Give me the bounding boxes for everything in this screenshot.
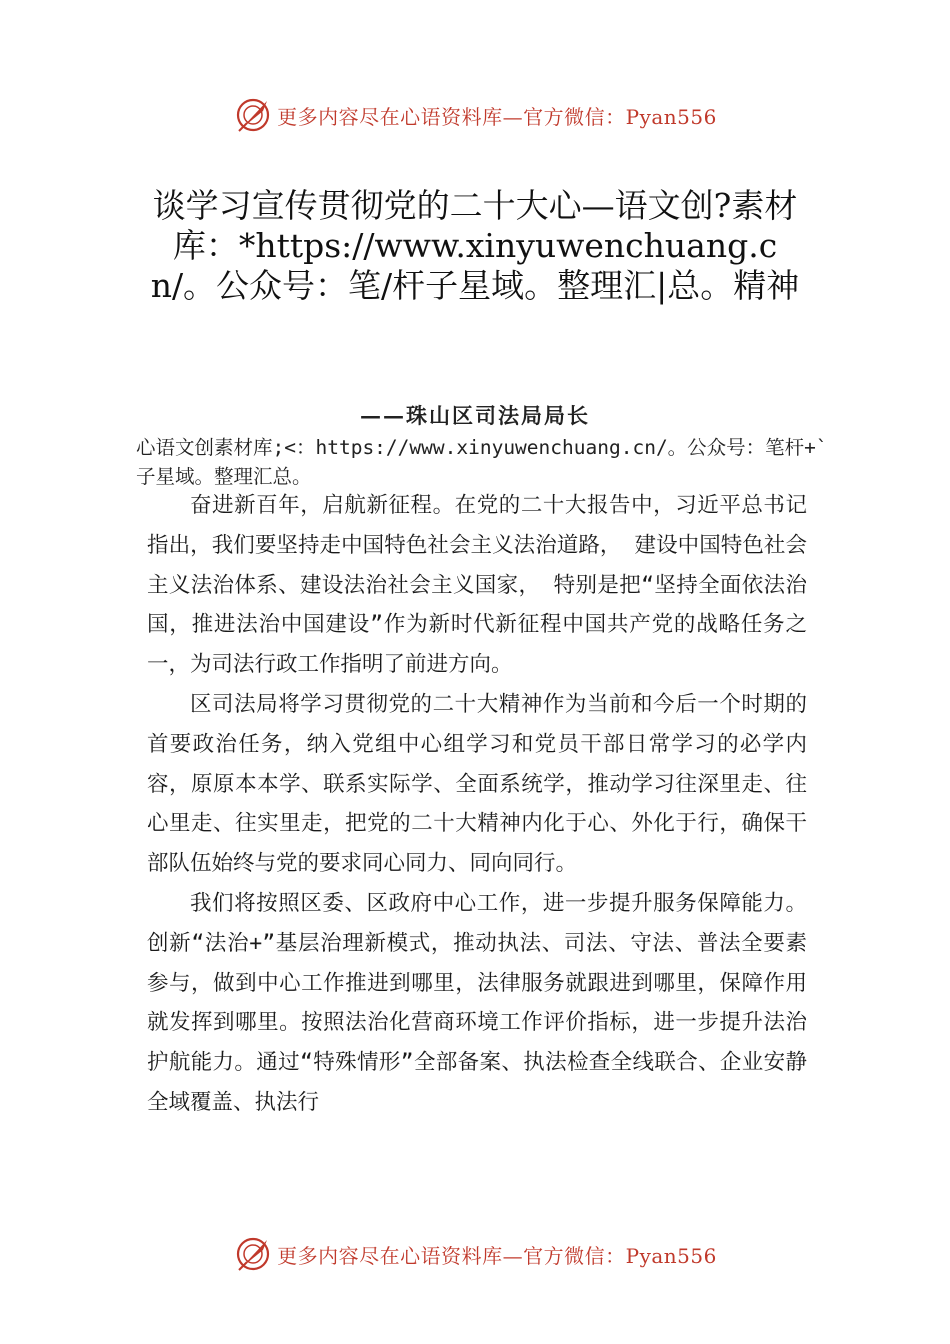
banner-text: 更多内容尽在心语资料库—官方微信：Pyan556	[277, 104, 717, 129]
paragraph: 区司法局将学习贯彻党的二十大精神作为当前和今后一个时期的首要政治任务，纳入党组中心组学习和党员干部日常学习的必学内容，原原本本学、联系实际学、全面系统学，推动学习往深里走、往心里走、往实里走，把党的二十大精神内化于心、外化于行，确保干部队伍始终与党的要求同心同力、同向同行。	[147, 691, 807, 877]
quill-seal-icon	[233, 95, 273, 135]
header-banner	[0, 93, 950, 137]
banner-text: 更多内容尽在心语资料库—官方微信：Pyan556	[277, 1243, 717, 1268]
quill-seal-icon	[233, 1234, 273, 1274]
paragraph: 我们将按照区委、区政府中心工作，进一步提升服务保障能力。创新“法治+”基层治理新模式，推动执法、司法、守法、普法全要素参与，做到中心工作推进到哪里，法律服务就跟进到哪里，保障作用就发挥到哪里。按照法治化营商环境工作评价指标，进一步提升法治护航能力。通过“特殊情形”全部备案、执法检查全线联合、企业安静全域覆盖、执法行	[147, 890, 807, 1115]
paragraph: 奋进新百年，启航新征程。在党的二十大报告中，习近平总书记指出，我们要坚持走中国特色社会主义法治道路， 建设中国特色社会主义法治体系、建设法治社会主义国家， 特别是把“坚持全面依法治国，推进法治中国建设”作为新时代新征程中国共产党的战略任务之一，为司法行政工作指明了前进方向。	[147, 493, 807, 678]
document-body	[147, 486, 807, 1123]
document-author: ——珠山区司法局局长	[360, 403, 590, 428]
document-title: 谈学习宣传贯彻党的二十大心—语文创?素材库：*https://www.xinyuwenchuang.cn/。公众号：笔/杆子星域。整理汇|总。精神	[150, 186, 800, 305]
source-note: 心语文创素材库;<：https://www.xinyuwenchuang.cn/。公众号：笔杆+`子星域。整理汇总。	[136, 436, 828, 488]
footer-banner	[0, 1232, 950, 1276]
